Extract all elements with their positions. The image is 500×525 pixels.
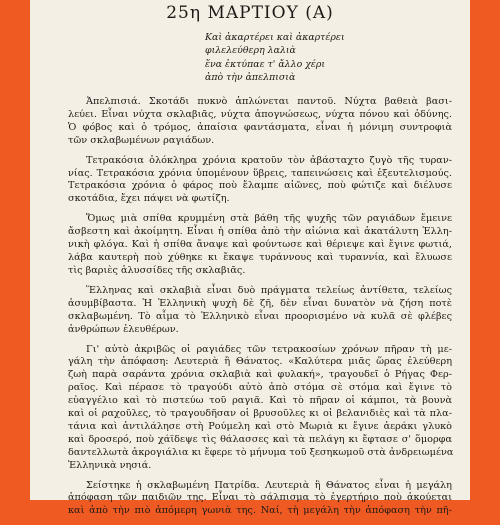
poem-line: ἀπὸ τὴν ἀπελπισιὰ (205, 72, 296, 84)
text-line: λεύει. Εἶναι νύχτα σκλαβιᾶς, νύχτα ἀπογνώσεως, νύχτα πόνου καὶ ὀδύνης. (68, 108, 452, 120)
text-line: καὶ δροσερό, ποὺ χάϊδεψε τὶς θάλασσες καὶ τὰ πελάγη κι ἔφτασε σ' ὅμορφα (68, 433, 452, 445)
paragraph (68, 344, 452, 473)
text-line: ἀσυμβίβαστα. Ἡ Ἑλληνικὴ ψυχὴ δὲ ζῆ, δὲν εἶναι δυνατὸν νὰ ζήση ποτὲ (68, 297, 452, 309)
text-line: ἀπόφαση τῶν παιδιῶν της. Εἶναι τὸ σάλπισμα τὸ ἐγερτήριο ποὺ ἀκούεται (68, 492, 452, 504)
text-line: ἀνθρώπων ἐλευθέρων. (68, 323, 179, 335)
poem-line: φιλελεύθερη λαλιὰ (205, 45, 296, 57)
text-line: εὐαγγέλιο καὶ τὸ πιστεύω τοῦ ραγιᾶ. Καὶ τὸ πῆραν οἱ κάμποι, τὰ βουνὰ (68, 395, 452, 407)
paragraph (68, 480, 452, 519)
text-line: σκλαβωμένη. Τὸ αἷμα τὸ Ἑλληνικὸ εἶναι προορισμένο νὰ κυλᾶ σὲ φλέβες (68, 310, 452, 322)
text-line: Τετρακόσια ὁλόκληρα χρόνια κρατοῦν τὸν ἀβάσταχτο ζυγὸ τῆς τυραν- (86, 154, 452, 166)
text-line: Ἑλληνικὰ νησιά. (68, 459, 152, 471)
paragraph (68, 213, 452, 277)
poem-line: Καὶ ἀκαρτέρει καὶ ἀκαρτέρει (205, 32, 345, 43)
text-line: ραῖος. Καὶ πέρασε τὸ τραγούδι αὐτὸ ἀπὸ στόμα σὲ στόμα καὶ ἔγινε τὸ (68, 382, 452, 394)
text-line: καὶ ἀπὸ τὴν πιὸ ἀπόμερη γωνιὰ της. Ναί, τὴ μεγάλη τὴν ἀπόφαση τὴν πῆ- (68, 505, 452, 517)
page-title: 25η ΜΑΡΤΙΟΥ (Α) (166, 3, 334, 23)
text-line: Ἕλληνας καὶ σκλαβιὰ εἶναι δυὸ πράγματα τελείως ἀντίθετα, τελείως (86, 284, 452, 296)
poem-line: ἕνα ἐκτύπαε τ' ἄλλο χέρι (205, 58, 326, 70)
book-page (30, 0, 470, 517)
text-line: Τετρακόσια χρόνια ὁ φάρος ποὺ ἔλαμπε αἰῶνες, ποὺ φώτιζε καὶ διέλυσε (68, 180, 452, 192)
text-line: νίας. Τετρακόσια χρόνια ὑπομένουν ὕβρεις, ταπεινώσεις καὶ ἐξευτελισμούς. (68, 167, 452, 179)
body-text (68, 96, 452, 525)
text-line: τῶν σκλαβωμένων ραγιάδων. (68, 134, 215, 146)
text-line: ζωὴ παρὰ σαράντα χρόνια σκλαβιὰ καὶ φυλακή», τραγουδεῖ ὁ Ρήγας Φερ- (68, 369, 452, 381)
text-line: σκοτάδια, ἔχει πάψει νὰ φωτίζη. (68, 193, 230, 205)
text-line: τάνια καὶ ἀντιλάλησε στὴ Ρούμελη καὶ στὸ Μωριὰ κι ἔγινε ἀεράκι γλυκὸ (68, 420, 452, 432)
paragraph (68, 285, 452, 337)
paragraph (68, 155, 452, 207)
text-line: Ἀπελπισιά. Σκοτάδι πυκνὸ ἁπλώνεται παντοῦ. Νύχτα βαθειὰ βασι- (86, 96, 452, 107)
poem-epigraph (205, 31, 345, 85)
text-line: Ὅμως μιὰ σπίθα κρυμμένη στὰ βάθη τῆς ψυχῆς τῶν ραγιάδων ἔμεινε (86, 213, 452, 225)
text-line: λάβα καυτερὴ ποὺ χύθηκε κι ἔκαψε τυράννους καὶ τυραννία, καὶ ἔλυωσε (68, 251, 452, 263)
text-line: καὶ οἱ ραχοῦλες, τὸ τραγουδῆσαν οἱ βρυσοῦλες κι οἱ βελανιδιὲς καὶ τὰ πλα- (68, 407, 452, 419)
text-line: γάλη τὴν ἀπόφαση: Λευτεριὰ ἢ Θάνατος. «Καλύτερα μιᾶς ὥρας ἐλεύθερη (68, 356, 452, 368)
text-line: Σείστηκε ἡ σκλαβωμένη Πατρίδα. Λευτεριὰ ἢ Θάνατος εἶναι ἡ μεγάλη (86, 479, 452, 491)
text-line: δαντελλωτὰ ἀκρογιάλια κι ἔφερε τὸ μήνυμα τοῦ ξεσηκωμοῦ στὰ ἀνδρειωμένα (68, 446, 454, 458)
text-line: Γι' αὐτὸ ἀκριβῶς οἱ ραγιάδες τῶν τετρακοσίων χρόνων πῆραν τὴ με- (86, 343, 452, 355)
paragraph (68, 96, 452, 148)
text-line: τὶς βαριὲς ἁλυσσίδες τῆς σκλαβιᾶς. (68, 264, 246, 276)
text-line: Ὁ φόβος καὶ ὁ τρόμος, ἀπαίσια φαντάσματα, εἶναι ἡ μόνιμη συντροφιὰ (68, 121, 452, 133)
text-line: ἄσβεστη καὶ ἀκοίμητη. Εἶναι ἡ σπίθα ἀπὸ τὴν αἰώνια καὶ ἀκατάλυτη Ἑλλη- (68, 226, 452, 238)
text-line: νικὴ φλόγα. Καὶ ἡ σπίθα ἄναψε καὶ φούντωσε καὶ θέριεψε καὶ ἔγινε φωτιά, (68, 239, 452, 251)
